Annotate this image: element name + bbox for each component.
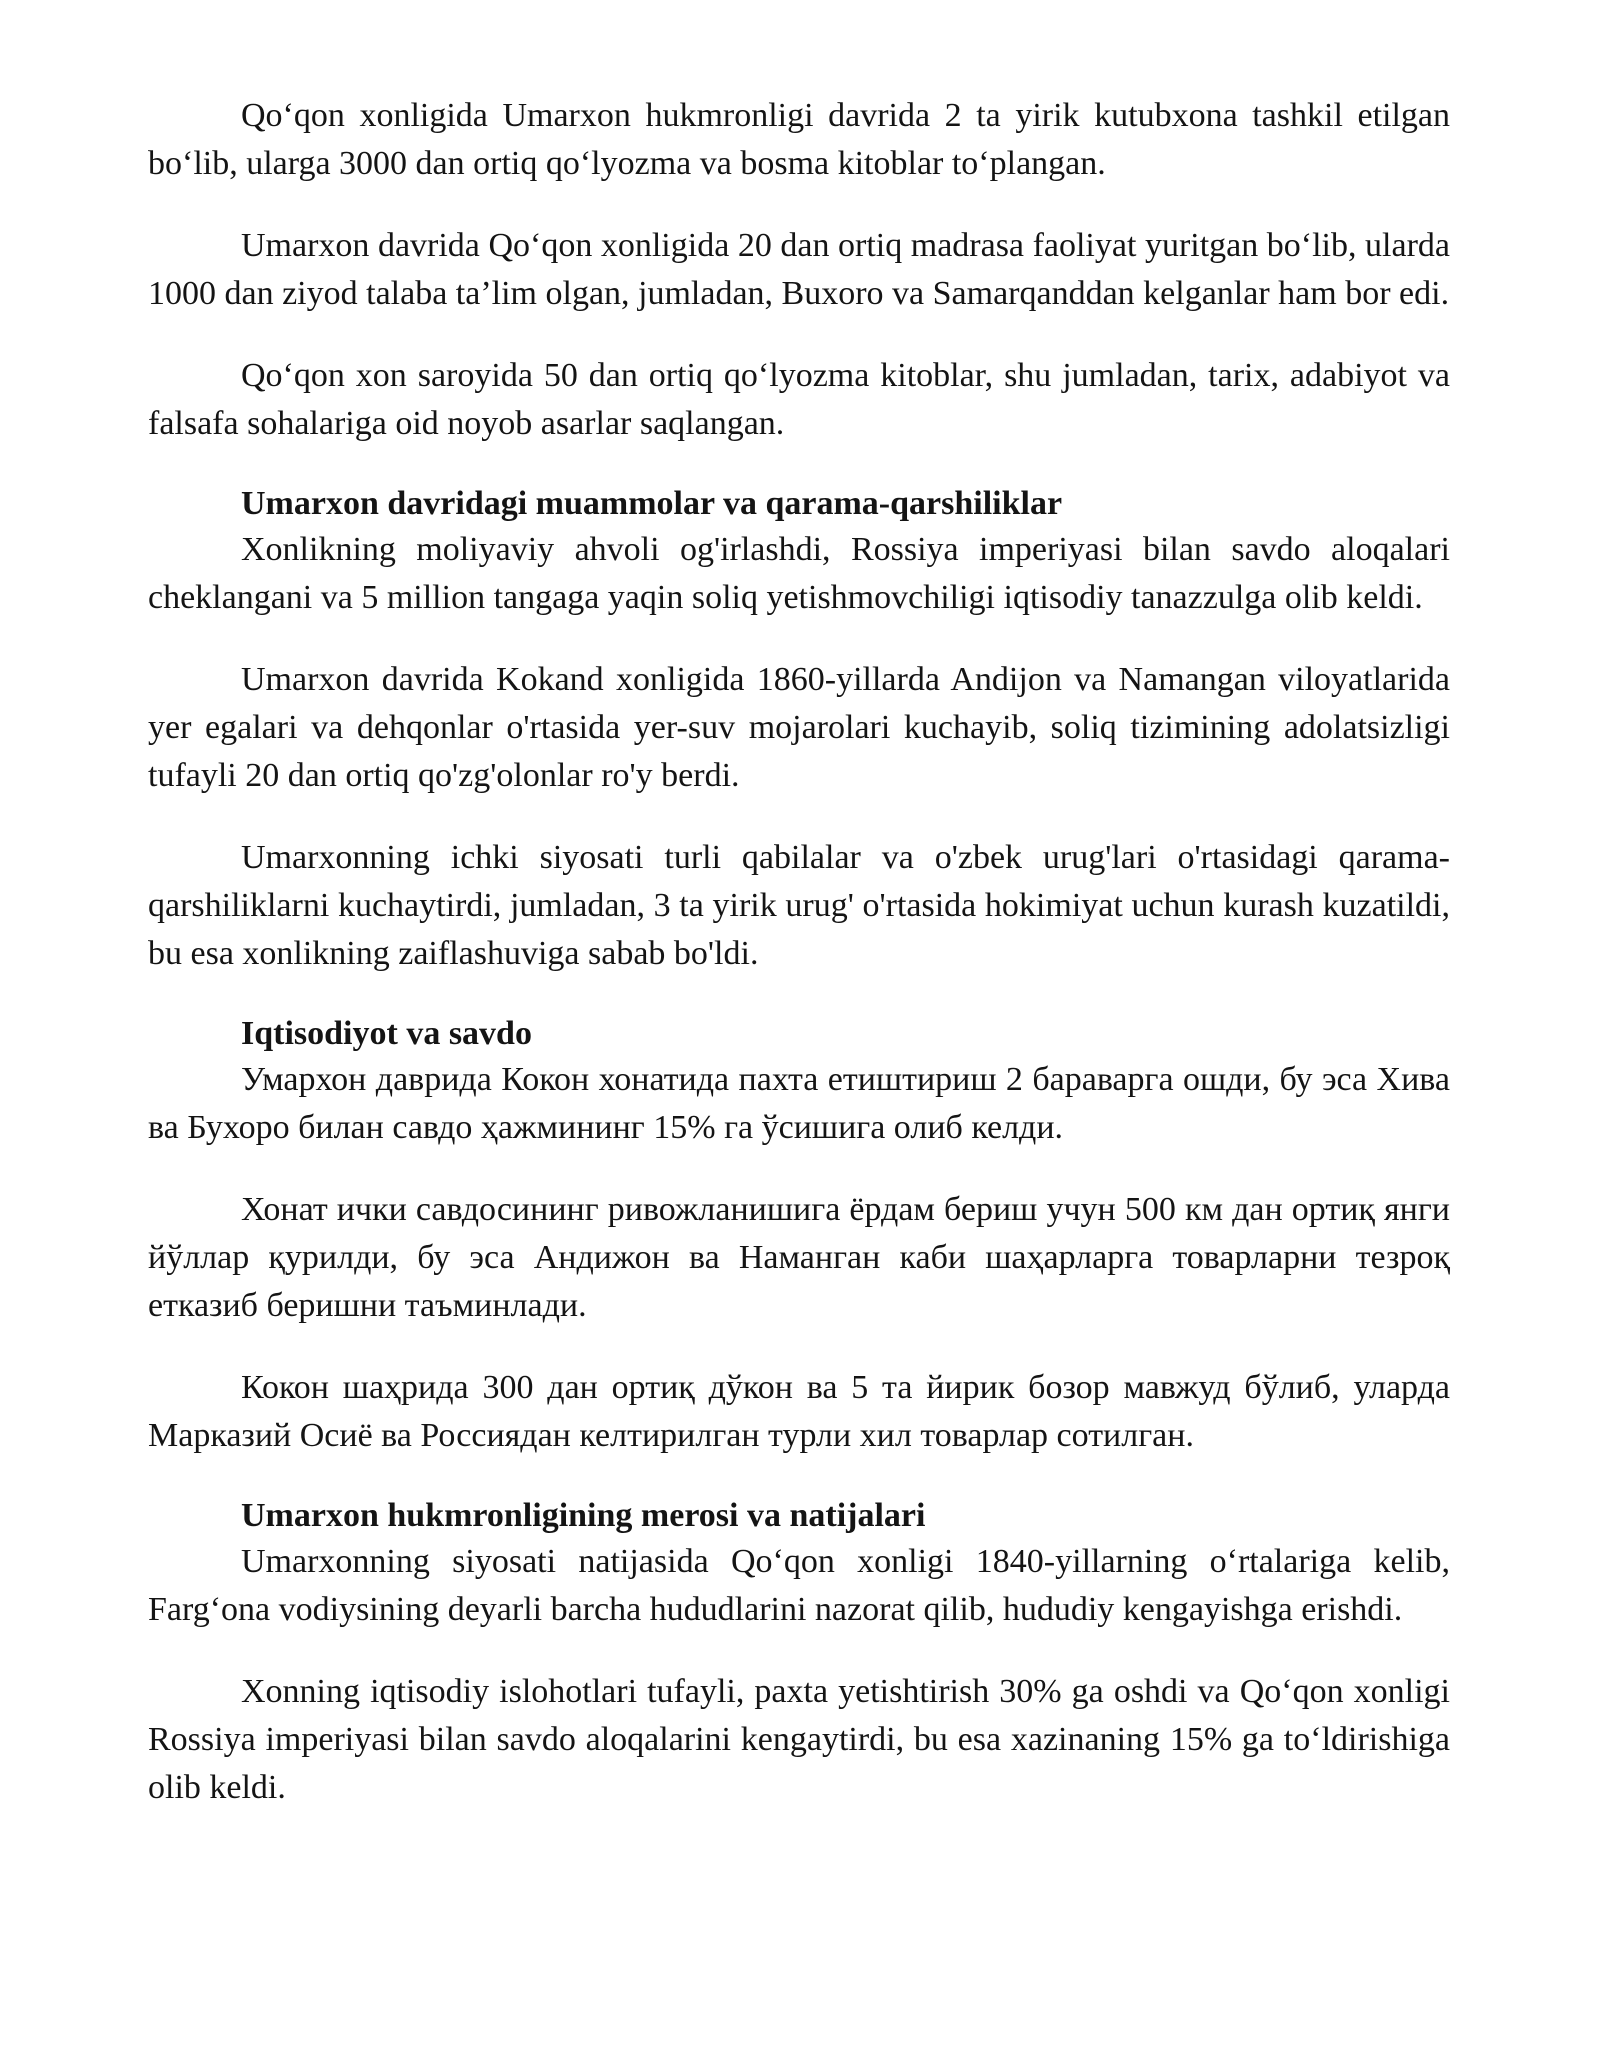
paragraph-reforms: Xonning iqtisodiy islohotlari tufayli, paxta yetishtirish 30% ga oshdi va Qo‘qon xonligi Rossiya imperiyasi bilan savdo aloqalarini kengaytirdi, bu esa xazinaning 15% ga to‘ldirishiga olib keldi. xyxy=(148,1673,1450,1806)
section-heading-legacy: Umarxon hukmronligining merosi va natijalari xyxy=(241,1497,926,1534)
paragraph-land-conflicts: Umarxon davrida Kokand xonligida 1860-yillarda Andijon va Namangan viloyatlarida yer egalari va dehqonlar o'rtasida yer-suv mojarolari kuchayib, soliq tizimining adolatsizligi tufayli 20 dan ortiq qo'zg'olonlar ro'y berdi. xyxy=(148,661,1450,794)
paragraph-cotton: Умархон даврида Кокон хонатида пахта етиштириш 2 бараварга ошди, бу эса Хива ва Бухоро билан савдо ҳажмининг 15% га ўсишига олиб келди. xyxy=(148,1061,1450,1146)
paragraph-internal-policy: Umarxonning ichki siyosati turli qabilalar va o'zbek urug'lari o'rtasidagi qarama-qarshiliklarni kuchaytirdi, jumladan, 3 ta yirik urug' o'rtasida hokimiyat uchun kurash kuzatildi, bu esa xonlikning zaiflashuviga sabab bo'ldi. xyxy=(148,839,1450,972)
paragraph-finances: Xonlikning moliyaviy ahvoli og'irlashdi, Rossiya imperiyasi bilan savdo aloqalari cheklangani va 5 million tangaga yaqin soliq yetishmovchiligi iqtisodiy tanazzulga olib keldi. xyxy=(148,531,1450,616)
paragraph-expansion: Umarxonning siyosati natijasida Qo‘qon xonligi 1840-yillarning o‘rtalariga kelib, Farg‘ona vodiysining deyarli barcha hududlarini nazorat qilib, hududiy kengayishga erishdi. xyxy=(148,1543,1450,1628)
paragraph-manuscripts: Qo‘qon xon saroyida 50 dan ortiq qo‘lyozma kitoblar, shu jumladan, tarix, adabiyot va falsafa sohalariga oid noyob asarlar saqlangan. xyxy=(148,357,1450,442)
document-page xyxy=(148,92,1450,1846)
paragraph-markets: Кокон шаҳрида 300 дан ортиқ дўкон ва 5 та йирик бозор мавжуд бўлиб, уларда Марказий Осиё ва Россиядан келтирилган турли хил товарлар сотилган. xyxy=(148,1369,1450,1454)
section-heading-economy: Iqtisodiyot va savdo xyxy=(241,1015,532,1052)
paragraph-madrasas: Umarxon davrida Qo‘qon xonligida 20 dan ortiq madrasa faoliyat yuritgan bo‘lib, ularda 1000 dan ziyod talaba ta’lim olgan, jumladan, Buxoro va Samarqanddan kelganlar ham bor edi. xyxy=(148,227,1450,312)
section-heading-problems: Umarxon davridagi muammolar va qarama-qarshiliklar xyxy=(241,485,1063,522)
paragraph-roads: Хонат ички савдосининг ривожланишига ёрдам бериш учун 500 км дан ортиқ янги йўллар қурилди, бу эса Андижон ва Наманган каби шаҳарларга товарларни тезроқ етказиб беришни таъминлади. xyxy=(148,1191,1450,1324)
paragraph-libraries: Qo‘qon xonligida Umarxon hukmronligi davrida 2 ta yirik kutubxona tashkil etilgan bo‘lib, ularga 3000 dan ortiq qo‘lyozma va bosma kitoblar to‘plangan. xyxy=(148,97,1450,182)
